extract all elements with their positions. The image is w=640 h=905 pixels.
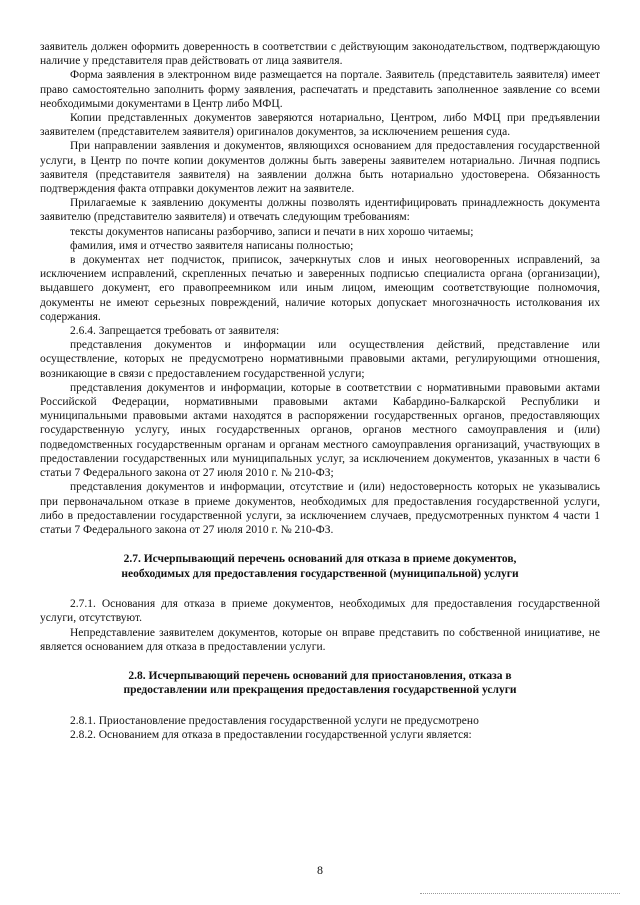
paragraph: заявитель должен оформить доверенность в соответствии с действующим законодательством, подтверждающую наличие у представителя прав действовать от лица заявителя. [40, 41, 600, 68]
page-number: 8 [317, 863, 323, 877]
section-heading-2-7 [40, 552, 600, 581]
clause-2-8-1: 2.8.1. Приостановление предоставления государственной услуги не предусмотрено [70, 714, 479, 727]
list-item: представления документов и информации, отсутствие и (или) недостоверность которых не указывались при первоначальном отказе в приеме документов, необходимых для предоставления государственной услуги, либо в предоставлении государственной услуги, за исключением случаев, предусмотренных пунктом 4 части 1 статьи 7 Федерального закона от 27 июля 2010 г. № 210-ФЗ. [40, 481, 600, 536]
paragraph: При направлении заявления и документов, являющихся основанием для предоставления государственной услуги, в Центр по почте копии документов должны быть заверены заявителем нотариально. Личная подпись заявителя (представителя заявителя) на заявлении должна быть нотариально удостоверена. Обязанность подтверждения факта отправки документов лежит на заявителе. [40, 140, 600, 196]
document-body [40, 40, 600, 742]
list-item: фамилия, имя и отчество заявителя написаны полностью; [70, 239, 354, 252]
heading-line: 2.8. Исчерпывающий перечень оснований для приостановления, отказа в [128, 669, 512, 682]
paragraph: Форма заявления в электронном виде размещается на портале. Заявитель (представитель заявителя) имеет право самостоятельно заполнить форму заявления, распечатать и представить заполненное заявление со всеми необходимыми документами в Центр либо МФЦ. [40, 69, 600, 110]
list-item: представления документов и информации или осуществления действий, представление или осуществление, которых не предусмотрено нормативными правовыми актами, регулирующими отношения, возникающие в связи с предоставлением государственной услуги; [40, 339, 600, 380]
paragraph: Прилагаемые к заявлению документы должны позволять идентифицировать принадлежность документа заявителю (представителю заявителя) и отвечать следующим требованиям: [40, 197, 600, 224]
paragraph: Непредставление заявителем документов, которые он вправе представить по собственной инициативе, не является основанием для отказа в предоставлении услуги. [40, 626, 600, 653]
heading-line: предоставлении или прекращения предоставления государственной услуги [123, 684, 517, 697]
clause-2-6-4: 2.6.4. Запрещается требовать от заявителя: [70, 325, 280, 338]
list-item: представления документов и информации, которые в соответствии с нормативными правовыми актами Российской Федерации, нормативными правовыми актами Кабардино-Балкарской Республики и муниципальными правовыми актами находятся в распоряжении государственных органов, предоставляющих государственную услугу, иных государственных органов, органов местного самоуправления и (или) подведомственных государственным органам и органам местного самоуправления организаций, участвующих в предоставлении государственных или муниципальных услуг, за исключением документов, указанных в части 6 статьи 7 Федерального закона от 27 июля 2010 г. № 210-ФЗ; [40, 381, 600, 480]
heading-line: необходимых для предоставления государственной (муниципальной) услуги [121, 567, 519, 580]
scan-artifact-line [420, 893, 620, 895]
clause-2-7-1: 2.7.1. Основания для отказа в приеме документов, необходимых для предоставления государственной услуги, отсутствуют. [40, 598, 600, 625]
list-item: в документах нет подчисток, приписок, зачеркнутых слов и иных неоговоренных исправлений, за исключением исправлений, скрепленных печатью и заверенных подписью специалиста органа (организации), выдавшего документ, его правопреемником или иным лицом, имеющим соответствующие полномочия, документы не имеют серьезных повреждений, наличие которых допускает многозначность истолкования их содержания. [40, 254, 600, 323]
paragraph: Копии представленных документов заверяются нотариально, Центром, либо МФЦ при предъявлении заявителем (представителем заявителя) оригиналов документов, за исключением решения суда. [40, 112, 600, 139]
section-heading-2-8 [40, 669, 600, 698]
list-item: тексты документов написаны разборчиво, записи и печати в них хорошо читаемы; [70, 225, 474, 238]
clause-2-8-2: 2.8.2. Основанием для отказа в предоставлении государственной услуги является: [70, 729, 472, 742]
heading-line: 2.7. Исчерпывающий перечень оснований для отказа в приеме документов, [123, 553, 517, 566]
